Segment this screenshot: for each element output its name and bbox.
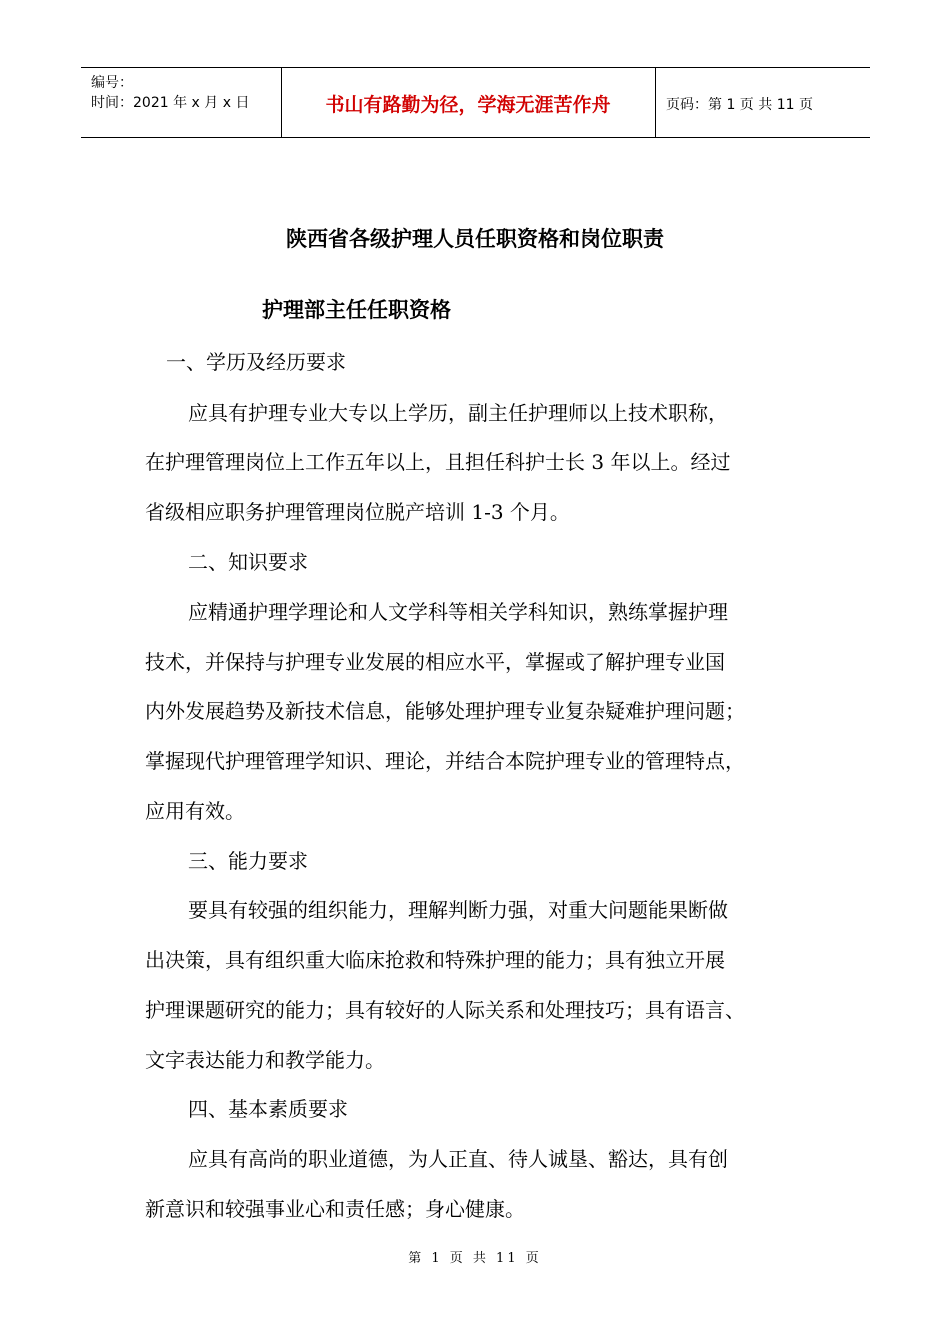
- paragraph-line: 省级相应职务护理管理岗位脱产培训 1-3 个月。: [145, 500, 570, 524]
- header-table: [81, 67, 870, 138]
- time-label: 时间：2021 年 x 月 x 日: [91, 95, 250, 111]
- paragraph-line: 内外发展趋势及新技术信息，能够处理护理专业复杂疑难护理问题；: [145, 699, 745, 723]
- document-subtitle: 护理部主任任职资格: [262, 298, 451, 322]
- header-right-cell: [656, 68, 870, 137]
- page-footer: 第 1 页 共 11 页: [408, 1251, 542, 1266]
- paragraph-line: 应精通护理学理论和人文学科等相关学科知识，熟练掌握护理: [188, 600, 728, 624]
- paragraph-line: 护理课题研究的能力；具有较好的人际关系和处理技巧；具有语言、: [145, 998, 745, 1022]
- paragraph-line: 新意识和较强事业心和责任感；身心健康。: [145, 1197, 525, 1221]
- document-title: 陕西省各级护理人员任职资格和岗位职责: [286, 227, 664, 251]
- paragraph-line: 出决策，具有组织重大临床抢救和特殊护理的能力；具有独立开展: [145, 948, 725, 972]
- paragraph-line: 在护理管理岗位上工作五年以上，且担任科护士长 3 年以上。经过: [145, 450, 731, 474]
- paragraph-line: 文字表达能力和教学能力。: [145, 1048, 385, 1072]
- header-left-cell: [81, 68, 282, 137]
- paragraph-line: 应用有效。: [145, 799, 245, 823]
- paragraph-line: 掌握现代护理管理学知识、理论，并结合本院护理专业的管理特点，: [145, 749, 745, 773]
- motto: 书山有路勤为径，学海无涯苦作舟: [325, 94, 611, 116]
- paragraph-line: 应具有护理专业大专以上学历，副主任护理师以上技术职称，: [188, 401, 728, 425]
- header-mid-cell: [281, 68, 656, 137]
- number-label: 编号：: [91, 75, 133, 91]
- section-heading: 四、基本素质要求: [188, 1097, 348, 1121]
- paragraph-line: 技术，并保持与护理专业发展的相应水平，掌握或了解护理专业国: [145, 650, 725, 674]
- section-heading: 二、知识要求: [188, 550, 308, 574]
- section-heading: 三、能力要求: [188, 849, 308, 873]
- paragraph-line: 应具有高尚的职业道德，为人正直、待人诚垦、豁达，具有创: [188, 1147, 728, 1171]
- page-info: 页码：第 1 页 共 11 页: [666, 97, 813, 113]
- section-heading: 一、学历及经历要求: [166, 350, 346, 374]
- paragraph-line: 要具有较强的组织能力，理解判断力强，对重大问题能果断做: [188, 898, 728, 922]
